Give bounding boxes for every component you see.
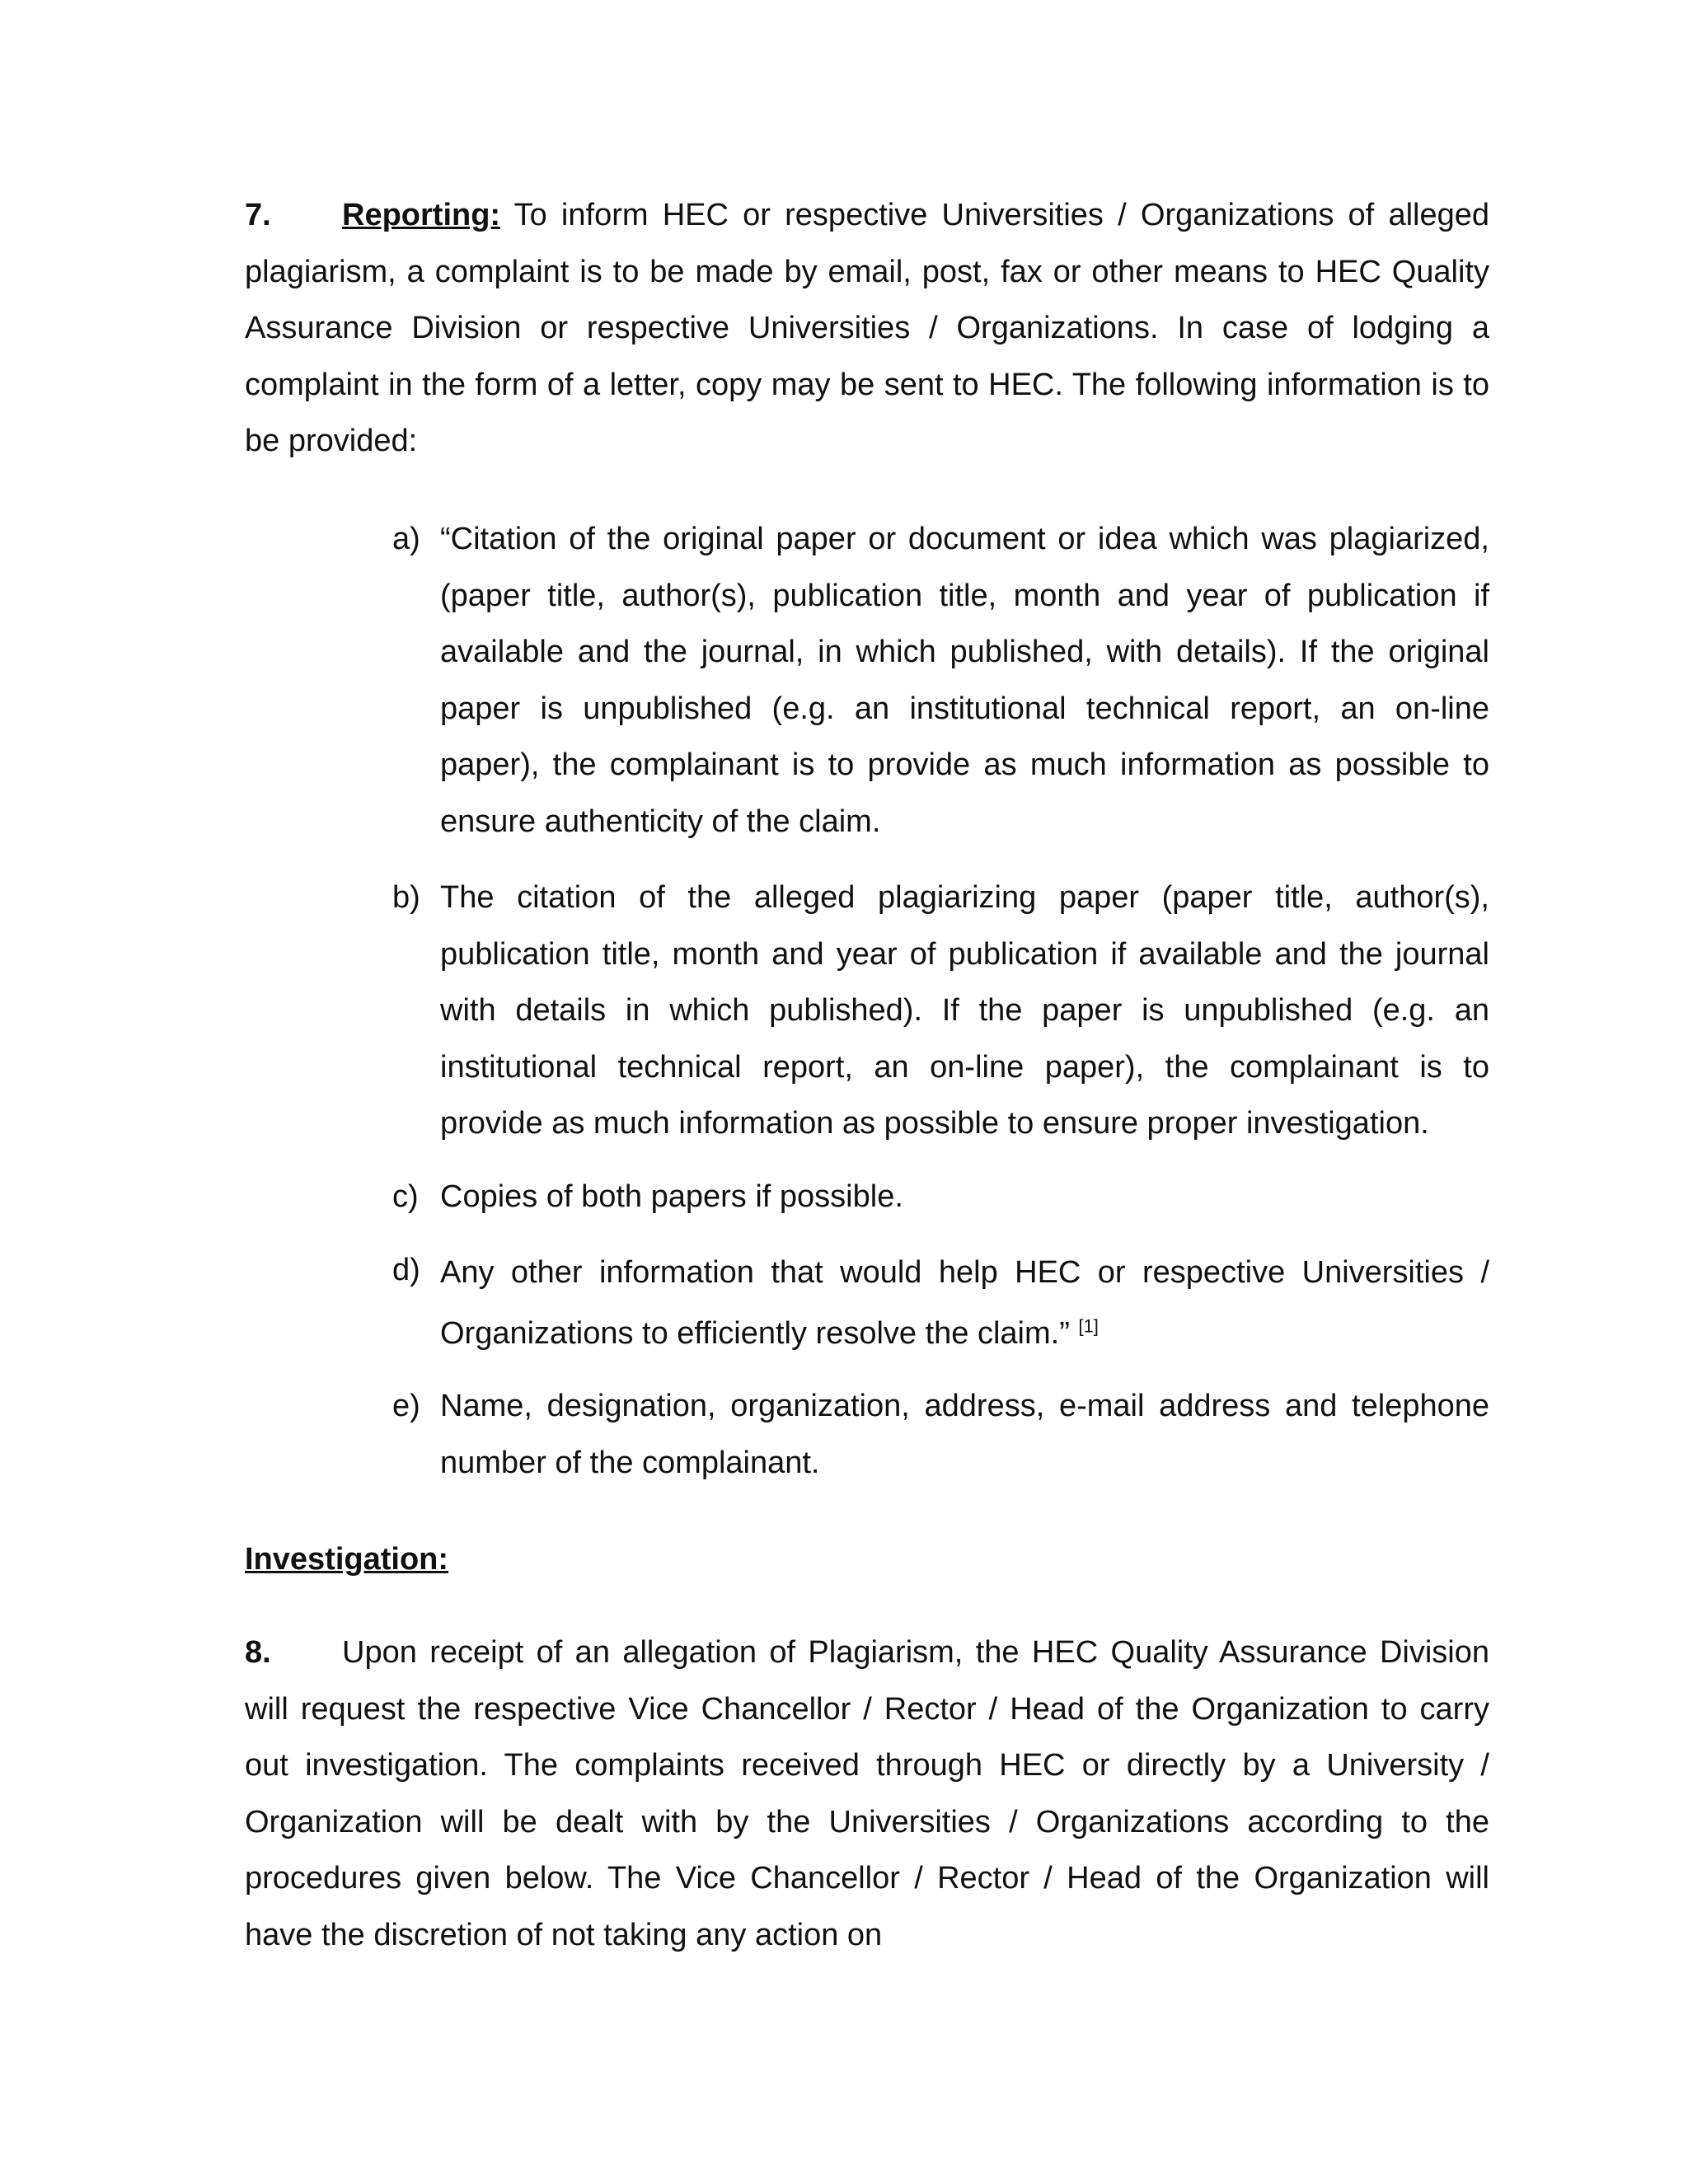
paragraph-8-text: Upon receipt of an allegation of Plagiarism, the HEC Quality Assurance Division will request the respective Vice Chancellor / Rector / Head of the Organization to carry out investigation. The complaints received through HEC or directly by a University / Organization will be dealt with by the Universities / Organizations according to the procedures given below. The Vice Chancellor / Rector / Head of the Organization will have the discretion of not taking any action on [245, 1635, 1489, 1952]
close-quote: ” [1059, 1316, 1070, 1351]
paragraph-7 [245, 187, 1489, 470]
list-item-text: The citation of the alleged plagiarizing paper (paper title, author(s), publication title, month and year of publication if available and the journal with details in which published). If the paper is unpublished (e.g. an institutional technical report, an on-line paper), the complainant is to provide as much information as possible to ensure proper investigation. [440, 880, 1489, 1141]
list-item-text: “Citation of the original paper or document or idea which was plagiarized, (paper title, author(s), publication title, month and year of publication if available and the journal, in which published, with details). If the original paper is unpublished (e.g. an institutional technical report, an on-line paper), the complainant is to provide as much information as possible to ensure authenticity of the claim. [440, 522, 1489, 839]
list-item-letter: a) [392, 522, 420, 556]
list-item-text: Copies of both papers if possible. [440, 1179, 903, 1214]
list-item-c [392, 1169, 1489, 1226]
paragraph-8 [245, 1624, 1489, 1963]
list-item-d [392, 1242, 1489, 1364]
paragraph-number: 8. [245, 1635, 271, 1670]
open-quote: “ [440, 522, 451, 556]
list-item-letter: b) [392, 880, 420, 915]
paragraph-7-text: To inform HEC or respective Universities / Organizations of alleged plagiarism, a complaint is to be made by email, post, fax or other means to HEC Quality Assurance Division or respective Universities / Organizations. In case of lodging a complaint in the form of a letter, copy may be sent to HEC. The following information is to be provided: [245, 198, 1489, 458]
list-item-letter: d) [392, 1253, 420, 1287]
list-item-letter: c) [392, 1179, 419, 1214]
list-item-a [392, 511, 1489, 850]
list-item-e [392, 1378, 1489, 1491]
investigation-heading: Investigation: [245, 1542, 449, 1577]
reference-marker: [1] [1078, 1315, 1099, 1337]
list-item-letter: e) [392, 1389, 420, 1423]
reporting-heading: Reporting: [342, 198, 501, 232]
list-item-b [392, 869, 1489, 1152]
paragraph-number: 7. [245, 198, 271, 232]
list-item-text: Name, designation, organization, address, e-mail address and telephone number of the complainant. [440, 1389, 1489, 1480]
list-item-text: Any other information that would help HEC or respective Universities / Organizations to efficiently resolve the claim.” [1] [440, 1255, 1489, 1351]
